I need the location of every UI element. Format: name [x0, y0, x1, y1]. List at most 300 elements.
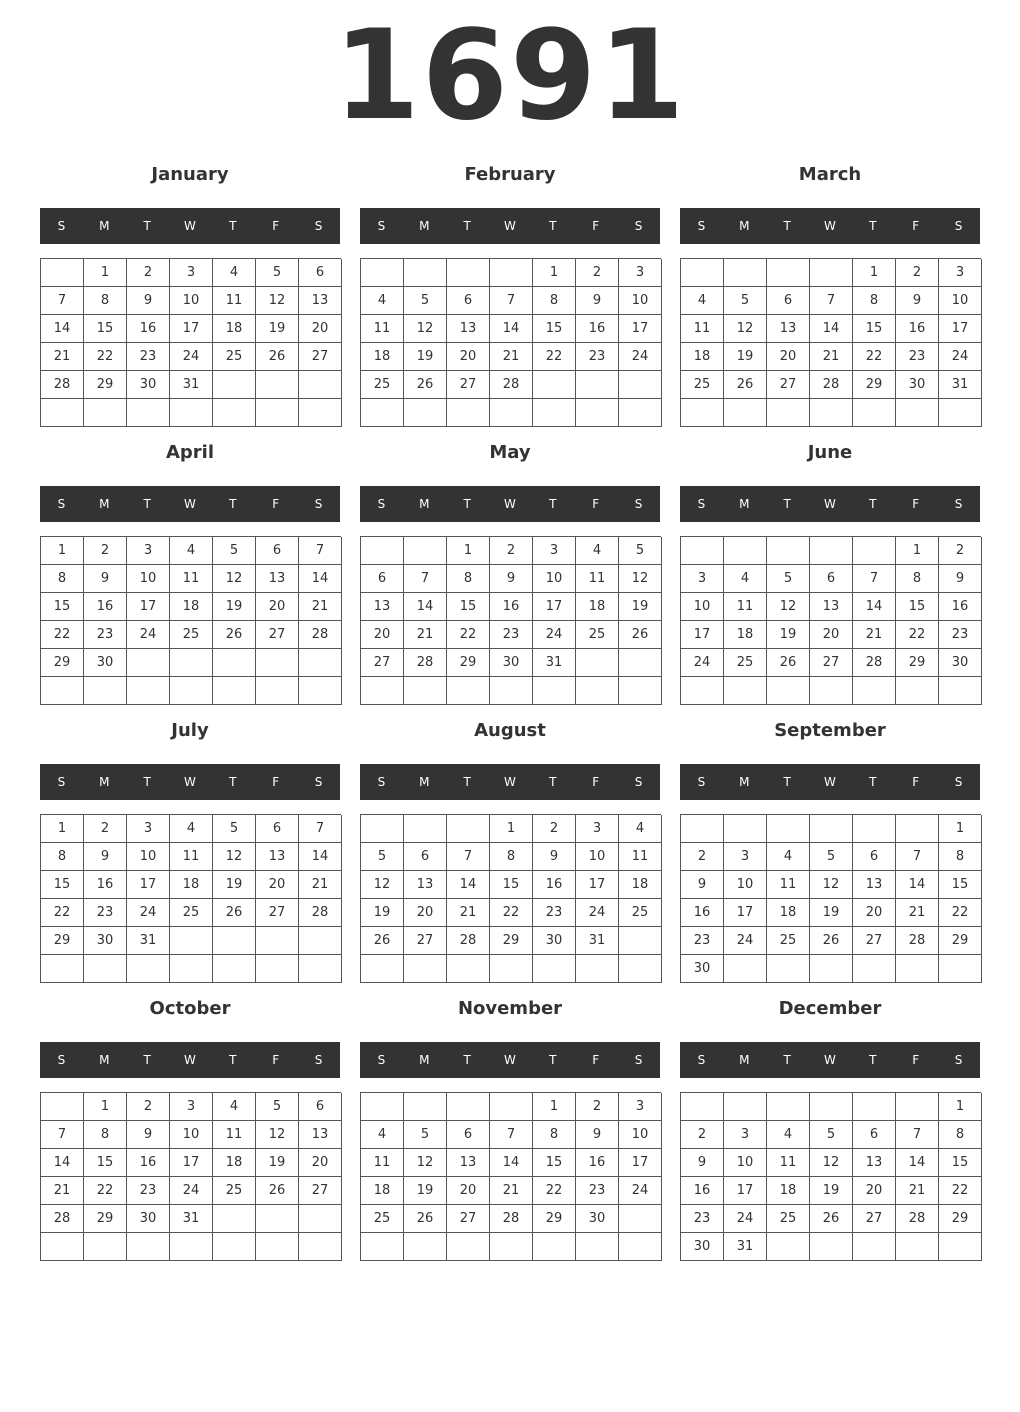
- day-cell: 7: [41, 1121, 84, 1149]
- day-cell: 6: [447, 1121, 490, 1149]
- empty-cell: [896, 1093, 939, 1121]
- weekday-label: M: [739, 775, 750, 789]
- empty-cell: [84, 1233, 127, 1261]
- day-cell: 9: [490, 565, 533, 593]
- day-cell: 20: [361, 621, 404, 649]
- day-cell: 7: [299, 815, 342, 843]
- day-cell: 16: [127, 315, 170, 343]
- day-cell: 9: [896, 287, 939, 315]
- day-cell: 24: [170, 343, 213, 371]
- empty-cell: [41, 399, 84, 427]
- day-cell: 28: [896, 1205, 939, 1233]
- day-cell: 14: [896, 871, 939, 899]
- day-cell: 24: [533, 621, 576, 649]
- day-cell: 25: [213, 1177, 256, 1205]
- empty-cell: [447, 399, 490, 427]
- empty-cell: [767, 399, 810, 427]
- empty-cell: [127, 649, 170, 677]
- day-cell: 10: [576, 843, 619, 871]
- month-name: December: [778, 998, 882, 1019]
- day-cell: 7: [404, 565, 447, 593]
- day-cell: 15: [939, 871, 982, 899]
- day-cell: 28: [299, 621, 342, 649]
- empty-cell: [41, 677, 84, 705]
- empty-cell: [896, 1233, 939, 1261]
- day-cell: 29: [533, 1205, 576, 1233]
- day-cell: 8: [896, 565, 939, 593]
- weekday-label: W: [824, 1053, 836, 1067]
- empty-cell: [299, 1233, 342, 1261]
- day-grid: [40, 1092, 341, 1261]
- day-cell: 12: [213, 843, 256, 871]
- day-cell: 22: [41, 899, 84, 927]
- empty-cell: [490, 955, 533, 983]
- day-cell: 25: [724, 649, 767, 677]
- day-cell: 6: [853, 1121, 896, 1149]
- weekday-label: M: [99, 775, 110, 789]
- empty-cell: [41, 1093, 84, 1121]
- empty-cell: [127, 955, 170, 983]
- month-name: June: [807, 442, 853, 463]
- day-cell: 10: [127, 843, 170, 871]
- day-cell: 21: [299, 871, 342, 899]
- empty-cell: [256, 371, 299, 399]
- day-cell: 14: [896, 1149, 939, 1177]
- day-cell: 10: [681, 593, 724, 621]
- empty-cell: [256, 955, 299, 983]
- day-cell: 19: [810, 1177, 853, 1205]
- day-cell: 17: [724, 899, 767, 927]
- empty-cell: [619, 371, 662, 399]
- weekday-label: T: [783, 497, 791, 511]
- empty-cell: [404, 677, 447, 705]
- day-cell: 5: [619, 537, 662, 565]
- day-cell: 2: [127, 259, 170, 287]
- weekday-header: [680, 486, 980, 522]
- day-cell: 16: [490, 593, 533, 621]
- day-cell: 8: [853, 287, 896, 315]
- day-cell: 26: [767, 649, 810, 677]
- empty-cell: [256, 1233, 299, 1261]
- day-cell: 30: [84, 927, 127, 955]
- day-cell: 26: [810, 927, 853, 955]
- day-cell: 18: [170, 593, 213, 621]
- day-cell: 17: [127, 871, 170, 899]
- day-cell: 26: [256, 1177, 299, 1205]
- weekday-label: F: [272, 775, 280, 789]
- empty-cell: [681, 677, 724, 705]
- weekday-label: M: [99, 497, 110, 511]
- day-cell: 21: [299, 593, 342, 621]
- day-cell: 22: [939, 899, 982, 927]
- day-cell: 24: [127, 621, 170, 649]
- day-cell: 3: [681, 565, 724, 593]
- day-cell: 7: [810, 287, 853, 315]
- empty-cell: [447, 1233, 490, 1261]
- empty-cell: [576, 955, 619, 983]
- day-cell: 11: [619, 843, 662, 871]
- day-cell: 27: [767, 371, 810, 399]
- day-cell: 30: [127, 371, 170, 399]
- empty-cell: [767, 1093, 810, 1121]
- day-cell: 5: [404, 287, 447, 315]
- day-cell: 26: [213, 621, 256, 649]
- weekday-label: F: [912, 497, 920, 511]
- empty-cell: [299, 1205, 342, 1233]
- day-cell: 6: [853, 843, 896, 871]
- weekday-label: S: [57, 497, 66, 511]
- weekday-label: W: [504, 1053, 516, 1067]
- empty-cell: [299, 955, 342, 983]
- day-grid: [40, 814, 341, 983]
- day-cell: 30: [127, 1205, 170, 1233]
- day-cell: 17: [170, 315, 213, 343]
- day-cell: 18: [213, 315, 256, 343]
- empty-cell: [533, 1233, 576, 1261]
- empty-cell: [619, 1233, 662, 1261]
- day-cell: 27: [853, 927, 896, 955]
- weekday-label: S: [634, 775, 643, 789]
- day-cell: 22: [853, 343, 896, 371]
- empty-cell: [404, 537, 447, 565]
- day-cell: 6: [404, 843, 447, 871]
- day-cell: 21: [853, 621, 896, 649]
- day-cell: 6: [767, 287, 810, 315]
- empty-cell: [939, 399, 982, 427]
- day-cell: 18: [361, 1177, 404, 1205]
- empty-cell: [724, 537, 767, 565]
- day-cell: 28: [490, 371, 533, 399]
- day-cell: 16: [533, 871, 576, 899]
- day-cell: 29: [896, 649, 939, 677]
- day-cell: 6: [299, 1093, 342, 1121]
- weekday-label: F: [592, 775, 600, 789]
- day-cell: 25: [170, 899, 213, 927]
- empty-cell: [213, 371, 256, 399]
- day-cell: 20: [853, 899, 896, 927]
- weekday-label: W: [824, 775, 836, 789]
- day-cell: 12: [256, 1121, 299, 1149]
- day-cell: 23: [576, 343, 619, 371]
- day-cell: 23: [576, 1177, 619, 1205]
- empty-cell: [619, 677, 662, 705]
- empty-cell: [256, 649, 299, 677]
- day-cell: 17: [127, 593, 170, 621]
- day-cell: 20: [810, 621, 853, 649]
- month-name: February: [464, 164, 556, 185]
- empty-cell: [619, 399, 662, 427]
- day-cell: 25: [170, 621, 213, 649]
- empty-cell: [810, 677, 853, 705]
- day-grid: [680, 1092, 981, 1261]
- day-cell: 27: [447, 371, 490, 399]
- empty-cell: [361, 1093, 404, 1121]
- day-cell: 24: [619, 1177, 662, 1205]
- day-cell: 13: [404, 871, 447, 899]
- weekday-label: S: [314, 497, 323, 511]
- day-cell: 24: [619, 343, 662, 371]
- day-cell: 20: [447, 343, 490, 371]
- day-cell: 11: [724, 593, 767, 621]
- weekday-label: W: [504, 219, 516, 233]
- empty-cell: [767, 259, 810, 287]
- day-cell: 11: [576, 565, 619, 593]
- day-cell: 22: [533, 343, 576, 371]
- day-cell: 19: [361, 899, 404, 927]
- day-cell: 23: [533, 899, 576, 927]
- empty-cell: [213, 649, 256, 677]
- empty-cell: [533, 371, 576, 399]
- empty-cell: [810, 955, 853, 983]
- empty-cell: [404, 815, 447, 843]
- day-cell: 1: [41, 815, 84, 843]
- empty-cell: [404, 259, 447, 287]
- weekday-header: [680, 1042, 980, 1078]
- day-cell: 2: [939, 537, 982, 565]
- day-grid: [680, 814, 981, 983]
- day-cell: 16: [84, 871, 127, 899]
- day-cell: 15: [853, 315, 896, 343]
- weekday-label: F: [272, 219, 280, 233]
- empty-cell: [619, 649, 662, 677]
- day-cell: 12: [810, 1149, 853, 1177]
- day-cell: 4: [170, 537, 213, 565]
- day-cell: 26: [724, 371, 767, 399]
- day-cell: 12: [404, 1149, 447, 1177]
- day-grid: [360, 536, 661, 705]
- day-cell: 26: [213, 899, 256, 927]
- day-cell: 2: [127, 1093, 170, 1121]
- empty-cell: [533, 955, 576, 983]
- day-cell: 21: [490, 1177, 533, 1205]
- day-cell: 23: [84, 899, 127, 927]
- empty-cell: [681, 537, 724, 565]
- weekday-label: M: [739, 1053, 750, 1067]
- day-cell: 1: [939, 815, 982, 843]
- day-cell: 2: [576, 1093, 619, 1121]
- day-cell: 30: [681, 955, 724, 983]
- weekday-label: S: [697, 497, 706, 511]
- day-cell: 9: [681, 1149, 724, 1177]
- day-cell: 11: [170, 565, 213, 593]
- weekday-header: [40, 208, 340, 244]
- day-cell: 7: [853, 565, 896, 593]
- day-cell: 4: [767, 1121, 810, 1149]
- day-cell: 19: [619, 593, 662, 621]
- weekday-label: T: [229, 775, 237, 789]
- day-cell: 4: [619, 815, 662, 843]
- day-cell: 11: [767, 871, 810, 899]
- weekday-label: S: [954, 497, 963, 511]
- empty-cell: [939, 677, 982, 705]
- day-cell: 21: [490, 343, 533, 371]
- day-cell: 26: [810, 1205, 853, 1233]
- day-cell: 31: [170, 371, 213, 399]
- weekday-label: T: [463, 219, 471, 233]
- weekday-label: F: [912, 1053, 920, 1067]
- empty-cell: [41, 1233, 84, 1261]
- empty-cell: [84, 677, 127, 705]
- day-cell: 6: [299, 259, 342, 287]
- weekday-label: S: [634, 1053, 643, 1067]
- day-cell: 27: [299, 343, 342, 371]
- day-cell: 8: [84, 1121, 127, 1149]
- day-cell: 11: [767, 1149, 810, 1177]
- day-cell: 27: [299, 1177, 342, 1205]
- weekday-label: S: [377, 497, 386, 511]
- day-cell: 3: [724, 843, 767, 871]
- day-cell: 25: [361, 1205, 404, 1233]
- day-cell: 12: [810, 871, 853, 899]
- empty-cell: [896, 399, 939, 427]
- empty-cell: [84, 399, 127, 427]
- weekday-header: [40, 486, 340, 522]
- day-cell: 15: [41, 593, 84, 621]
- day-cell: 21: [447, 899, 490, 927]
- empty-cell: [767, 815, 810, 843]
- day-cell: 29: [853, 371, 896, 399]
- day-cell: 15: [84, 315, 127, 343]
- day-cell: 24: [724, 927, 767, 955]
- day-cell: 5: [361, 843, 404, 871]
- day-cell: 28: [299, 899, 342, 927]
- day-cell: 15: [84, 1149, 127, 1177]
- weekday-label: T: [869, 1053, 877, 1067]
- month-name: April: [165, 442, 215, 463]
- weekday-label: T: [143, 1053, 151, 1067]
- weekday-label: T: [143, 775, 151, 789]
- day-cell: 4: [213, 259, 256, 287]
- weekday-header: [360, 208, 660, 244]
- day-cell: 1: [447, 537, 490, 565]
- day-cell: 7: [896, 1121, 939, 1149]
- weekday-label: T: [143, 497, 151, 511]
- day-cell: 28: [490, 1205, 533, 1233]
- weekday-label: F: [592, 1053, 600, 1067]
- day-cell: 17: [170, 1149, 213, 1177]
- weekday-label: W: [504, 775, 516, 789]
- day-cell: 13: [767, 315, 810, 343]
- empty-cell: [681, 815, 724, 843]
- day-cell: 30: [533, 927, 576, 955]
- empty-cell: [810, 1093, 853, 1121]
- day-cell: 25: [767, 1205, 810, 1233]
- day-cell: 30: [939, 649, 982, 677]
- day-cell: 22: [41, 621, 84, 649]
- weekday-label: S: [377, 219, 386, 233]
- weekday-header: [40, 1042, 340, 1078]
- day-cell: 17: [939, 315, 982, 343]
- day-cell: 24: [724, 1205, 767, 1233]
- empty-cell: [681, 399, 724, 427]
- weekday-label: T: [229, 497, 237, 511]
- day-cell: 27: [404, 927, 447, 955]
- day-cell: 11: [681, 315, 724, 343]
- day-cell: 14: [810, 315, 853, 343]
- day-cell: 23: [681, 927, 724, 955]
- weekday-header: [360, 1042, 660, 1078]
- day-cell: 1: [896, 537, 939, 565]
- empty-cell: [447, 259, 490, 287]
- day-cell: 28: [41, 1205, 84, 1233]
- day-cell: 5: [810, 1121, 853, 1149]
- day-cell: 19: [810, 899, 853, 927]
- weekday-label: F: [912, 775, 920, 789]
- day-cell: 7: [490, 287, 533, 315]
- day-cell: 29: [490, 927, 533, 955]
- day-cell: 16: [127, 1149, 170, 1177]
- day-cell: 20: [767, 343, 810, 371]
- day-cell: 29: [41, 649, 84, 677]
- day-cell: 1: [41, 537, 84, 565]
- empty-cell: [767, 1233, 810, 1261]
- empty-cell: [213, 677, 256, 705]
- day-cell: 28: [853, 649, 896, 677]
- empty-cell: [299, 649, 342, 677]
- weekday-label: S: [954, 219, 963, 233]
- weekday-label: T: [549, 775, 557, 789]
- day-cell: 16: [576, 315, 619, 343]
- weekday-label: S: [377, 775, 386, 789]
- empty-cell: [576, 677, 619, 705]
- day-cell: 26: [619, 621, 662, 649]
- day-cell: 22: [896, 621, 939, 649]
- day-cell: 14: [299, 843, 342, 871]
- day-cell: 24: [576, 899, 619, 927]
- empty-cell: [490, 677, 533, 705]
- day-cell: 26: [361, 927, 404, 955]
- day-grid: [40, 536, 341, 705]
- day-grid: [360, 814, 661, 983]
- day-cell: 14: [41, 315, 84, 343]
- day-cell: 24: [681, 649, 724, 677]
- day-cell: 16: [939, 593, 982, 621]
- empty-cell: [896, 955, 939, 983]
- day-cell: 13: [256, 565, 299, 593]
- empty-cell: [853, 537, 896, 565]
- empty-cell: [767, 677, 810, 705]
- day-cell: 9: [533, 843, 576, 871]
- day-cell: 5: [767, 565, 810, 593]
- day-cell: 23: [127, 343, 170, 371]
- empty-cell: [256, 399, 299, 427]
- day-grid: [360, 258, 661, 427]
- day-cell: 5: [256, 1093, 299, 1121]
- weekday-label: S: [954, 1053, 963, 1067]
- empty-cell: [619, 927, 662, 955]
- day-cell: 1: [533, 259, 576, 287]
- weekday-label: M: [99, 219, 110, 233]
- day-cell: 16: [896, 315, 939, 343]
- day-cell: 12: [724, 315, 767, 343]
- day-cell: 1: [853, 259, 896, 287]
- empty-cell: [810, 1233, 853, 1261]
- day-cell: 19: [256, 315, 299, 343]
- empty-cell: [361, 537, 404, 565]
- day-cell: 15: [447, 593, 490, 621]
- day-cell: 14: [490, 1149, 533, 1177]
- weekday-label: T: [549, 219, 557, 233]
- weekday-label: T: [549, 497, 557, 511]
- day-cell: 20: [404, 899, 447, 927]
- empty-cell: [724, 259, 767, 287]
- day-cell: 28: [404, 649, 447, 677]
- weekday-label: F: [592, 497, 600, 511]
- empty-cell: [299, 677, 342, 705]
- empty-cell: [404, 1233, 447, 1261]
- empty-cell: [213, 927, 256, 955]
- empty-cell: [170, 927, 213, 955]
